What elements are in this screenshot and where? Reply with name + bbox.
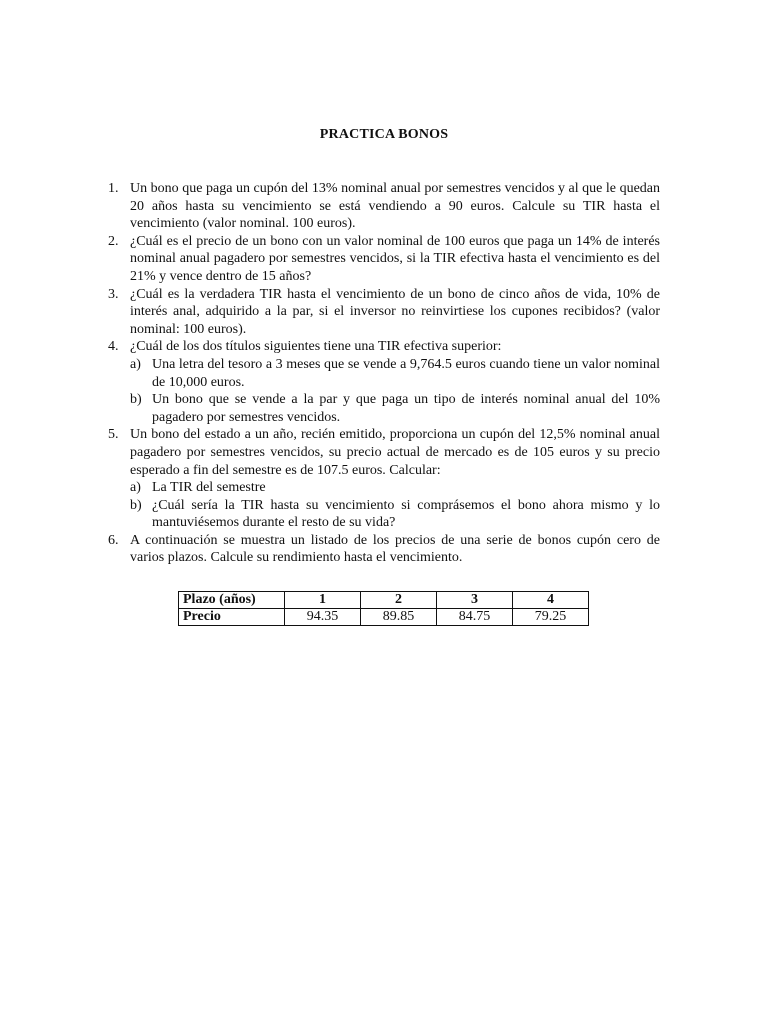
table-cell: 94.35 — [285, 609, 361, 626]
subquestion-text: Una letra del tesoro a 3 meses que se vende a 9,764.5 euros cuando tiene un valor nominal de 10,000 euros. — [152, 356, 660, 390]
question-text: A continuación se muestra un listado de los precios de una serie de bonos cupón cero de varios plazos. Calcule su rendimiento hasta el vencimiento. — [130, 532, 660, 566]
table-header-label: Plazo (años) — [179, 592, 285, 609]
table-header-cell: 3 — [437, 592, 513, 609]
table-header-cell: 2 — [361, 592, 437, 609]
subquestion-item — [130, 497, 660, 532]
question-item — [108, 338, 660, 426]
subquestion-letter: b) — [130, 392, 142, 408]
subquestion-text: ¿Cuál sería la TIR hasta su vencimiento si comprásemos el bono ahora mismo y lo mantuviésemos durante el resto de su vida? — [152, 497, 660, 531]
question-number: 6. — [108, 532, 119, 548]
subquestion-text: Un bono que se vende a la par y que paga un tipo de interés nominal anual del 10% pagadero por semestres vencidos. — [152, 392, 660, 425]
question-item — [108, 180, 660, 233]
question-number: 2. — [108, 233, 119, 249]
question-text: Un bono que paga un cupón del 13% nominal anual por semestres vencidos y al que le quedan 20 años hasta su vencimiento se está vendiendo a 90 euros. Calcule su TIR hasta el vencimiento (valor nominal. 100 euros). — [130, 181, 660, 232]
subquestion-text: La TIR del semestre — [152, 480, 266, 496]
question-number: 1. — [108, 181, 119, 196]
question-number: 3. — [108, 286, 119, 302]
question-number: 5. — [108, 427, 119, 443]
question-item — [108, 286, 660, 339]
subquestion-letter: a) — [130, 356, 141, 372]
subquestion-letter: b) — [130, 497, 142, 513]
table-cell: 89.85 — [361, 609, 437, 626]
question-item — [108, 532, 660, 567]
table-row-label: Precio — [179, 609, 285, 626]
bond-price-table — [178, 591, 589, 626]
question-number: 4. — [108, 339, 119, 355]
question-item — [108, 233, 660, 286]
subquestion-item — [130, 356, 660, 391]
question-text: ¿Cuál es el precio de un bono con un valor nominal de 100 euros que paga un 14% de interés nominal anual pagadero por semestres vencidos, si la TIR efectiva hasta el vencimiento es del 21% y vence dentro de 15 años? — [130, 233, 660, 284]
table-row — [179, 609, 589, 626]
table-cell: 79.25 — [513, 609, 589, 626]
table-cell: 84.75 — [437, 609, 513, 626]
subquestion-list — [130, 479, 660, 532]
question-text: ¿Cuál de los dos títulos siguientes tiene una TIR efectiva superior: — [130, 339, 502, 355]
subquestion-item — [130, 479, 660, 497]
subquestion-list — [130, 356, 660, 426]
table-header-cell: 1 — [285, 592, 361, 609]
question-text: Un bono del estado a un año, recién emitido, proporciona un cupón del 12,5% nominal anual pagadero por semestres vencidos, su precio actual de mercado es de 105 euros y su precio esperado a fin del semestre es de 107.5 euros. Calcular: — [130, 427, 660, 478]
question-text: ¿Cuál es la verdadera TIR hasta el vencimiento de un bono de cinco años de vida, 10% de interés anal, adquirido a la par, si el inversor no reinvirtiese los cupones recibidos? (valor nominal: 100 euros). — [130, 286, 660, 337]
subquestion-item — [130, 391, 660, 426]
question-item — [108, 426, 660, 532]
table-header-row — [179, 592, 589, 609]
page-title: PRACTICA BONOS — [319, 127, 449, 142]
question-list — [108, 180, 660, 567]
subquestion-letter: a) — [130, 480, 141, 496]
table-header-cell: 4 — [513, 592, 589, 609]
